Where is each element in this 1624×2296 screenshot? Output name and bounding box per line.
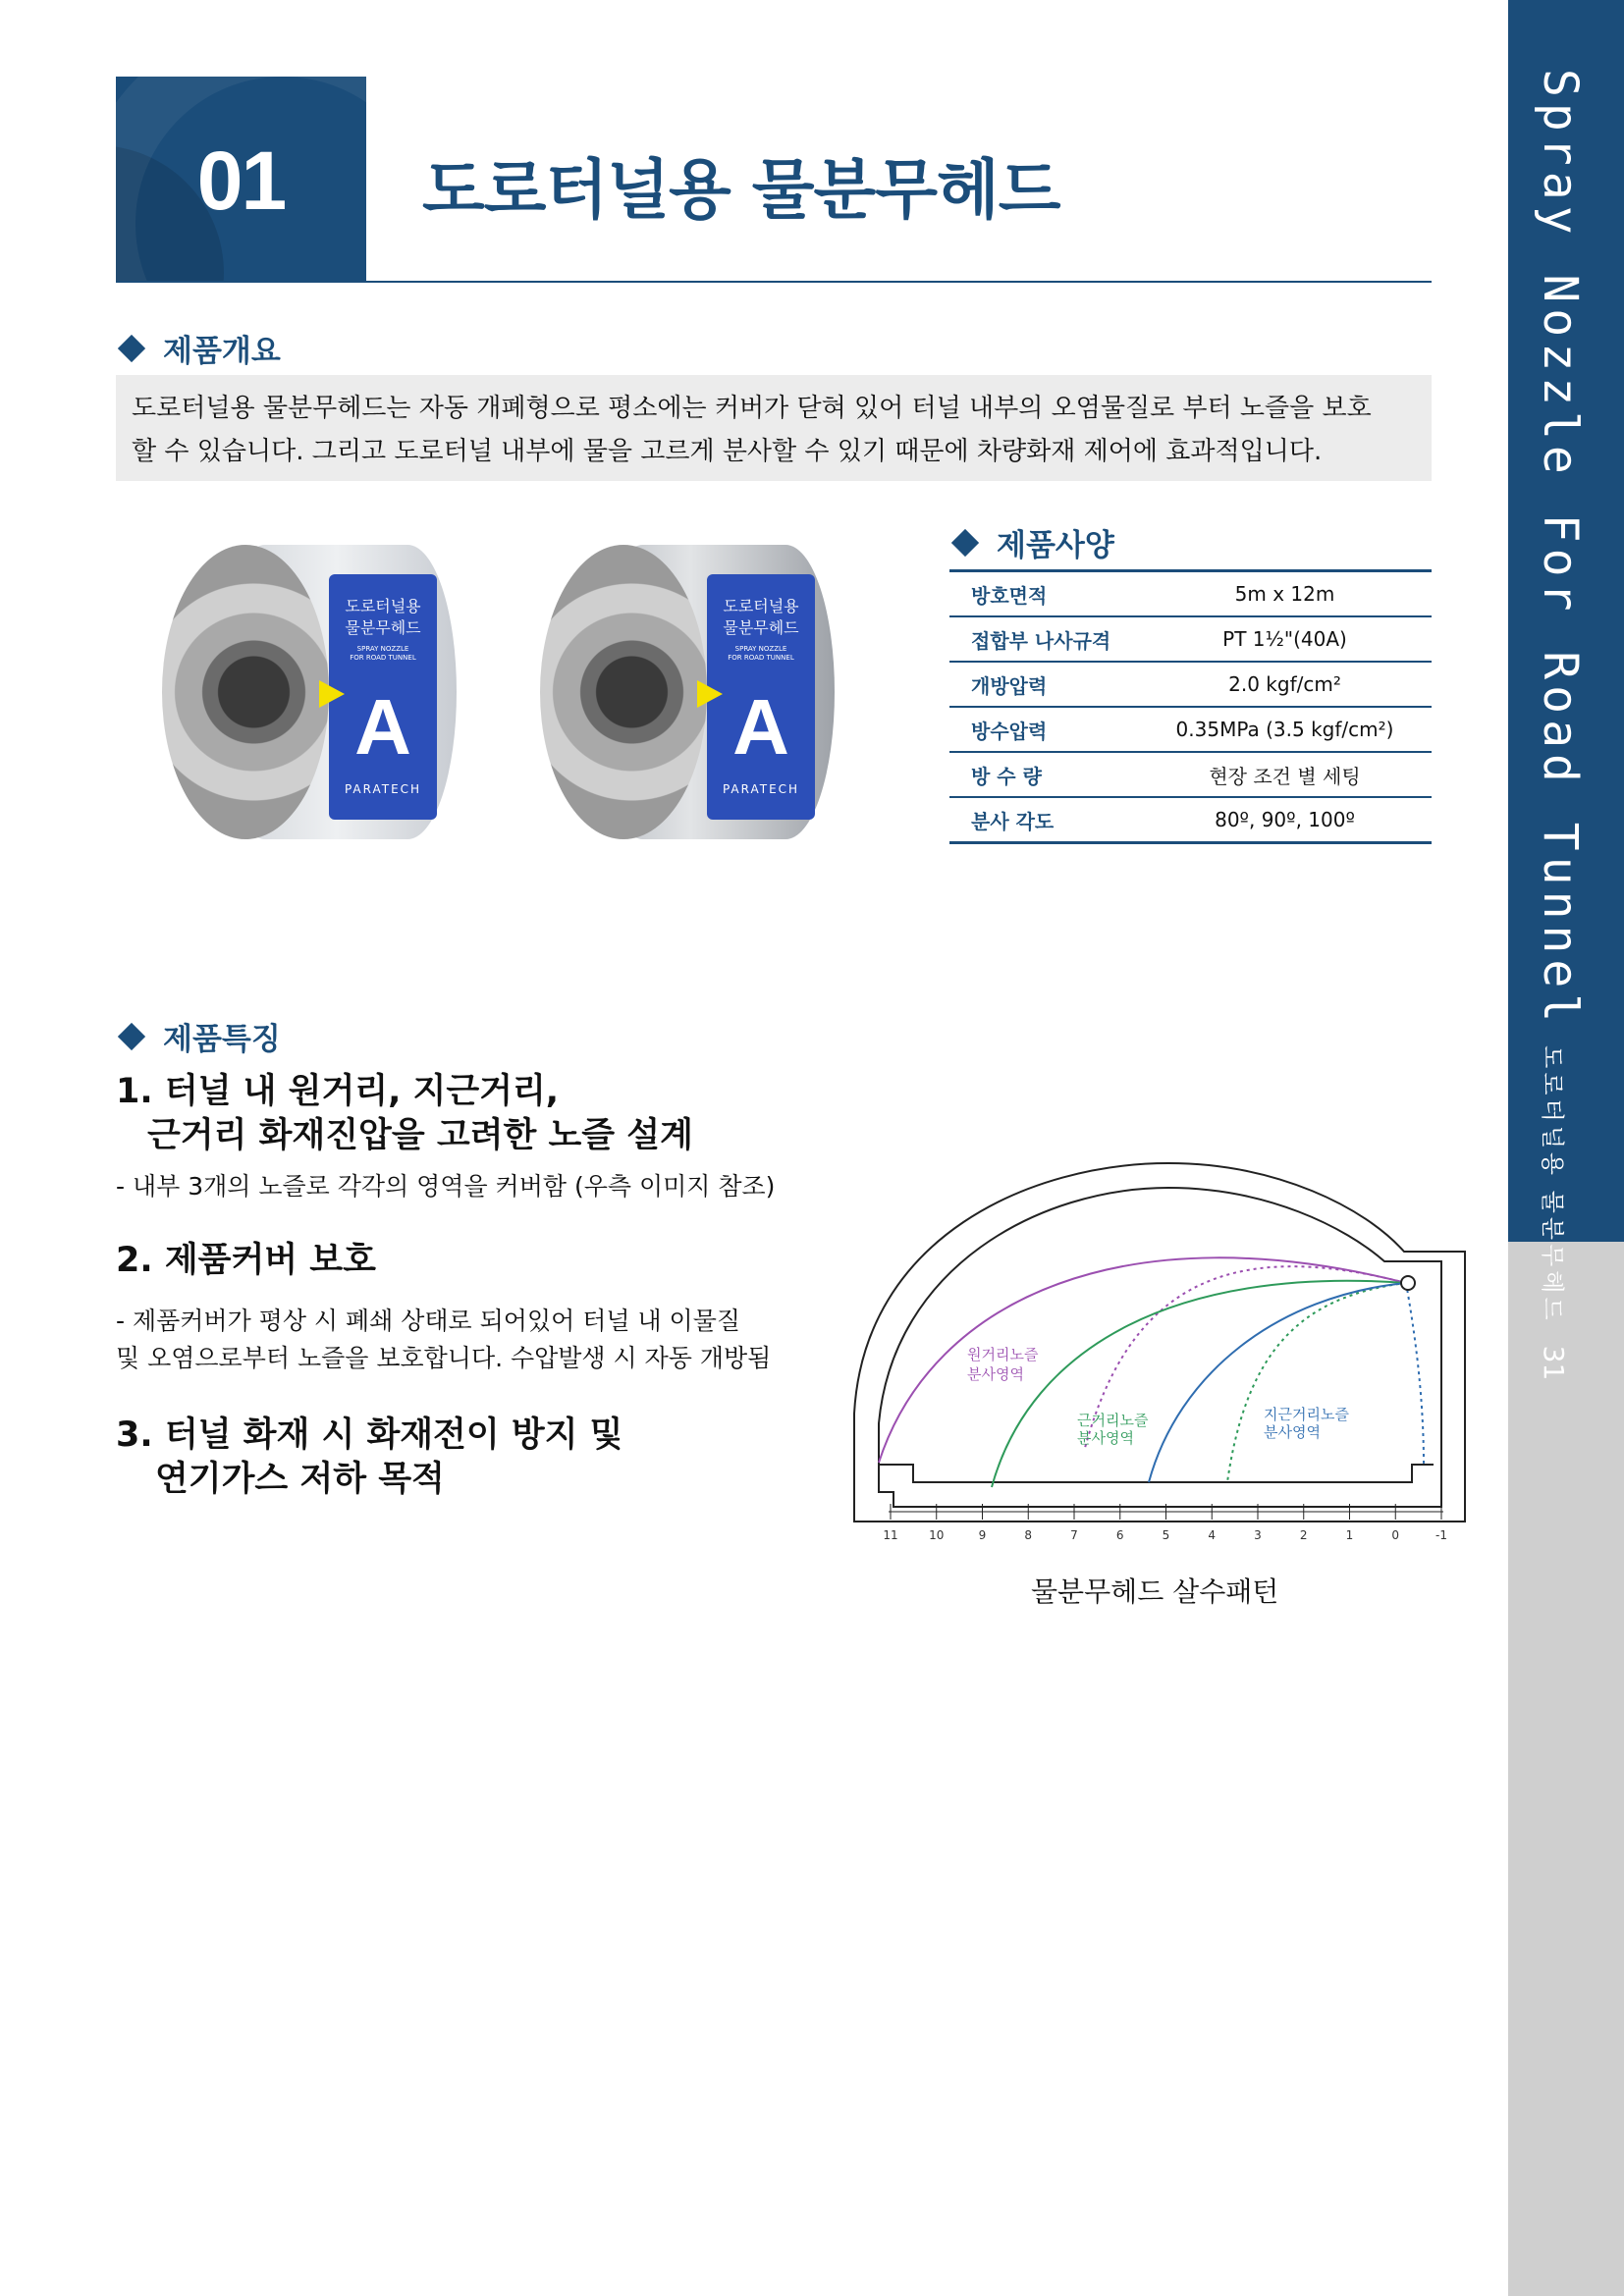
mid-spray-arc: [992, 1281, 1406, 1487]
tunnel-road: [879, 1465, 1434, 1482]
product-label: 도로터널용 물분무헤드 SPRAY NOZZLE FOR ROAD TUNNEL A PARATECH: [707, 574, 815, 820]
scale-tick-label: 0: [1391, 1528, 1400, 1542]
sidebar-vertical-title: [1508, 0, 1624, 1381]
sidebar-grey-band: [1508, 1242, 1624, 2296]
far-zone-label-2: 분사영역: [967, 1365, 1024, 1383]
section-number-box: [116, 77, 366, 282]
scale-tick-label: 4: [1208, 1528, 1217, 1542]
diagram-caption: 물분무헤드 살수패턴: [1031, 1575, 1279, 1608]
spec-table: [949, 569, 1432, 844]
overview-heading-label: 제품개요: [163, 334, 281, 369]
scale-tick-label: 6: [1115, 1528, 1124, 1542]
features-heading: [116, 1014, 281, 1058]
scale-tick-label: 10: [929, 1528, 945, 1542]
scale-tick-label: 9: [978, 1528, 987, 1542]
diamond-bullet-icon: [951, 528, 979, 556]
scale-ticks: [883, 1504, 1447, 1542]
mid-zone-label-2: 분사영역: [1077, 1429, 1134, 1447]
spec-heading-label: 제품사양: [997, 528, 1114, 563]
arrow-icon: [697, 680, 723, 708]
tunnel-outline-outer: [854, 1163, 1465, 1522]
product-image-open: [540, 515, 835, 849]
tunnel-outline-inner: [879, 1188, 1441, 1507]
nozzle-point: [1401, 1276, 1415, 1290]
near-spray-arc: [1149, 1283, 1406, 1482]
scale-tick-label: 7: [1070, 1528, 1078, 1542]
overview-text-line2: 할 수 있습니다. 그리고 도로터널 내부에 물을 고르게 분사할 수 있기 때문에 차량화재 제어에 효과적입니다.: [132, 437, 1323, 466]
feature-2-desc: - 제품커버가 평상 시 폐쇄 상태로 되어있어 터널 내 이물질 및 오염으로부터 노즐을 보호합니다. 수압발생 시 자동 개방됨: [116, 1307, 772, 1372]
near-zone-label-2: 분사영역: [1264, 1423, 1321, 1441]
far-spray-arc: [879, 1257, 1406, 1463]
mid-zone-label-1: 근거리노즐: [1077, 1412, 1149, 1429]
scale-tick-label: 5: [1162, 1528, 1170, 1542]
arrow-icon: [319, 680, 345, 708]
far-zone-label-1: 원거리노즐: [967, 1346, 1039, 1363]
feature-1-desc: - 내부 3개의 노즐로 각각의 영역을 커버함 (우측 이미지 참조): [116, 1172, 776, 1201]
diamond-bullet-icon: [118, 1022, 145, 1049]
product-label: 도로터널용 물분무헤드 SPRAY NOZZLE FOR ROAD TUNNEL A PARATECH: [329, 574, 437, 820]
feature-1-title: 1. 터널 내 원거리, 지근거리, 근거리 화재진압을 고려한 노즐 설계: [116, 1072, 693, 1155]
near-zone-label-1: 지근거리노즐: [1264, 1406, 1349, 1423]
section-number: 01: [196, 134, 286, 227]
feature-3-title: 3. 터널 화재 시 화재전이 방지 및 연기가스 저하 목적: [116, 1415, 623, 1499]
scale-tick-label: 3: [1254, 1528, 1262, 1542]
title-divider: [116, 281, 1432, 283]
scale-tick-label: 2: [1299, 1528, 1308, 1542]
scale-tick-label: 1: [1345, 1528, 1354, 1542]
overview-box: [116, 375, 1432, 481]
feature-2-title: 2. 제품커버 보호: [116, 1241, 376, 1280]
overview-heading: [116, 326, 281, 370]
overview-text-line1: 도로터널용 물분무헤드는 자동 개폐형으로 평소에는 커버가 닫혀 있어 터널 내부의 오염물질로 부터 노즐을 보호: [132, 394, 1372, 423]
features-heading-label: 제품특징: [163, 1022, 281, 1057]
spec-row: 방 수 량 현장 조건 별 세팅: [949, 752, 1432, 797]
product-image-closed: [162, 515, 457, 849]
mid-spray-arc-dotted: [1227, 1283, 1406, 1482]
spec-heading: [949, 520, 1114, 564]
spec-row: 분사 각도 80º, 90º, 100º: [949, 797, 1432, 843]
near-spray-arc-dotted: [1406, 1283, 1424, 1465]
spec-row: 방호면적 5m x 12m: [949, 571, 1432, 617]
scale-tick-label: -1: [1435, 1528, 1447, 1542]
spray-pattern-diagram: [835, 1119, 1483, 1600]
spec-row: 개방압력 2.0 kgf/cm²: [949, 662, 1432, 707]
diamond-bullet-icon: [118, 334, 145, 361]
sidebar-title-ko: 도로터널용 물분무헤드: [1539, 1045, 1566, 1324]
sidebar-title-en: Spray Nozzle For Road Tunnel: [1533, 69, 1588, 1029]
scale-tick-label: 8: [1024, 1528, 1033, 1542]
spec-row: 접합부 나사규격 PT 1½"(40A): [949, 616, 1432, 662]
spec-row: 방수압력 0.35MPa (3.5 kgf/cm²): [949, 707, 1432, 752]
page-title: 도로터널용 물분무헤드: [422, 152, 1060, 228]
scale-tick-label: 11: [883, 1528, 898, 1542]
page-number: 31: [1538, 1345, 1570, 1381]
